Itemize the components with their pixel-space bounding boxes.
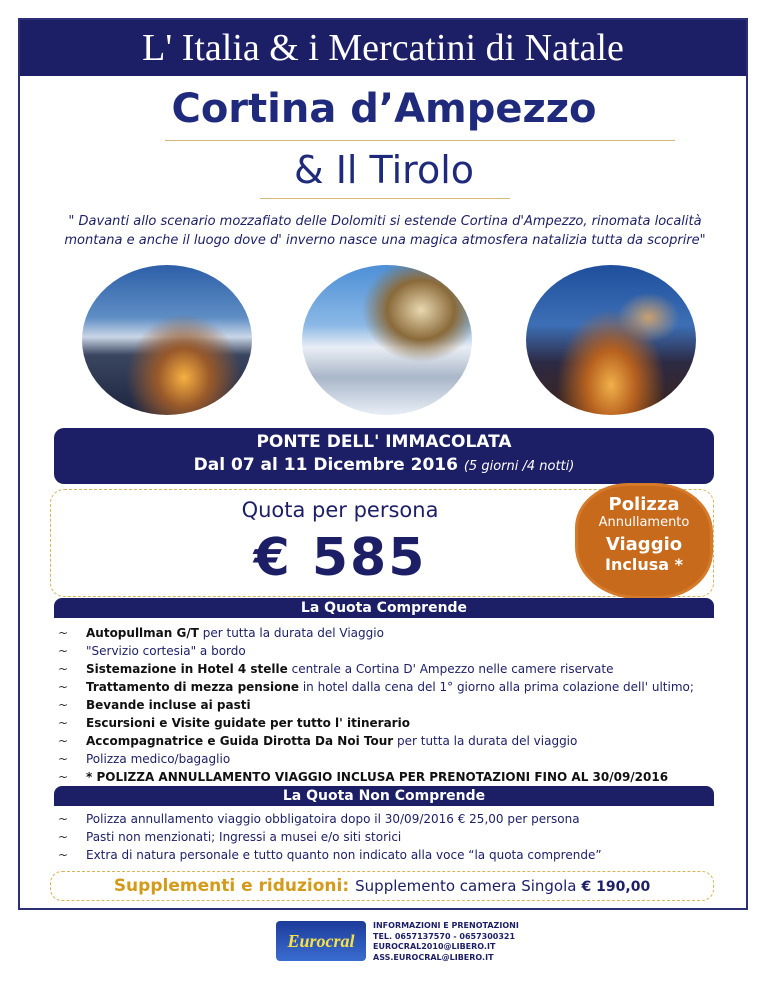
includes-item — [58, 714, 738, 732]
photo-christmas-market — [526, 265, 696, 415]
price-label: Quota per persona — [241, 498, 439, 522]
tilde-bullet-icon: ~ — [58, 698, 69, 712]
event-dates-line — [54, 455, 714, 475]
badge-line2: Annullamento — [598, 515, 690, 530]
contact-email-link[interactable]: EUROCRAL2010@LIBERO.IT — [373, 942, 496, 951]
includes-item-bold: * POLIZZA ANNULLAMENTO VIAGGIO INCLUSA PER PRENOTAZIONI FINO AL 30/09/2016 — [86, 770, 669, 784]
contact-email-link[interactable]: ASS.EUROCRAL@LIBERO.IT — [373, 952, 494, 962]
excludes-list — [58, 810, 738, 864]
includes-item-bold: Autopullman G/T — [86, 626, 199, 640]
includes-item — [58, 642, 738, 660]
tilde-bullet-icon: ~ — [58, 830, 69, 844]
excludes-item-text: Extra di natura personale e tutto quanto non indicato alla voce “la quota comprende” — [86, 848, 602, 862]
includes-list — [58, 624, 738, 786]
excludes-item — [58, 810, 738, 828]
event-name: PONTE DELL' IMMACOLATA — [256, 432, 512, 452]
subtitle-divider — [260, 198, 510, 199]
tilde-bullet-icon: ~ — [58, 734, 69, 748]
intro-quote: " Davanti allo scenario mozzafiato delle Dolomiti si estende Cortina d'Ampezzo, rinomata località montana e anche il luogo dove d' inverno nasce una magica atmosfera natalizia tutta da scoprire" — [64, 214, 706, 248]
tilde-bullet-icon: ~ — [58, 680, 69, 694]
tilde-bullet-icon: ~ — [58, 716, 69, 730]
supplements-value: € 190,00 — [581, 879, 651, 895]
excludes-header: La Quota Non Comprende — [54, 786, 714, 806]
contact-phone: TEL. 0657137570 - 0657300321 — [373, 931, 516, 941]
price-value: € 585 — [253, 528, 427, 588]
includes-item-text: per tutta la durata del Viaggio — [198, 626, 384, 640]
tilde-bullet-icon: ~ — [58, 644, 69, 658]
eurocral-logo: Eurocral — [276, 921, 366, 961]
excludes-item-text: Polizza annullamento viaggio obbligatoira dopo il 30/09/2016 € 25,00 per persona — [86, 812, 580, 826]
supplements-heading: Supplementi e riduzioni: — [113, 876, 350, 896]
includes-item-bold: Trattamento di mezza pensione — [86, 680, 300, 694]
includes-item-text: Polizza medico/bagaglio — [86, 752, 231, 766]
tilde-bullet-icon: ~ — [58, 662, 69, 676]
includes-item — [58, 624, 738, 642]
tilde-bullet-icon: ~ — [58, 770, 69, 784]
includes-item — [58, 678, 738, 696]
includes-item — [58, 660, 738, 678]
includes-item-text: in hotel dalla cena del 1° giorno alla prima colazione dell' ultimo; — [299, 680, 694, 694]
title-divider — [165, 140, 675, 141]
event-banner — [54, 428, 714, 484]
includes-item-text: "Servizio cortesia" a bordo — [86, 644, 246, 658]
tilde-bullet-icon: ~ — [58, 752, 69, 766]
includes-item-text: per tutta la durata del viaggio — [393, 734, 578, 748]
page-title: Cortina d’Ampezzo — [171, 86, 597, 132]
includes-item-text: centrale a Cortina D' Ampezzo nelle camere riservate — [287, 662, 614, 676]
includes-item — [58, 768, 738, 786]
tilde-bullet-icon: ~ — [58, 812, 69, 826]
badge-line3: Viaggio — [605, 534, 683, 555]
includes-item-bold: Bevande incluse ai pasti — [86, 698, 251, 712]
insurance-badge — [578, 486, 710, 596]
badge-line4: Inclusa * — [605, 555, 683, 574]
page-subtitle: & Il Tirolo — [294, 148, 474, 192]
contact-info — [373, 921, 519, 963]
includes-item — [58, 696, 738, 714]
excludes-item-text: Pasti non menzionati; Ingressi a musei e/o siti storici — [86, 830, 402, 844]
supplements-box — [50, 871, 714, 901]
excludes-item — [58, 828, 738, 846]
banner: L' Italia & i Mercatini di Natale — [20, 20, 746, 76]
includes-header: La Quota Comprende — [54, 598, 714, 618]
badge-line1: Polizza — [608, 494, 680, 515]
includes-item — [58, 750, 738, 768]
supplements-text: Supplemento camera Singola — [355, 877, 577, 895]
includes-item-bold: Accompagnatrice e Guida Dirotta Da Noi Tour — [86, 734, 394, 748]
includes-item — [58, 732, 738, 750]
includes-item-bold: Escursioni e Visite guidate per tutto l' itinerario — [86, 716, 410, 730]
tilde-bullet-icon: ~ — [58, 626, 69, 640]
contact-line: INFORMAZIONI E PRENOTAZIONI — [373, 921, 519, 930]
event-duration: (5 giorni /4 notti) — [463, 459, 575, 474]
photo-cortina-town — [82, 265, 252, 415]
excludes-item — [58, 846, 738, 864]
event-dates: Dal 07 al 11 Dicembre 2016 — [193, 455, 458, 475]
includes-item-bold: Sistemazione in Hotel 4 stelle — [86, 662, 288, 676]
tilde-bullet-icon: ~ — [58, 848, 69, 862]
photo-mountain-signpost — [302, 265, 472, 415]
